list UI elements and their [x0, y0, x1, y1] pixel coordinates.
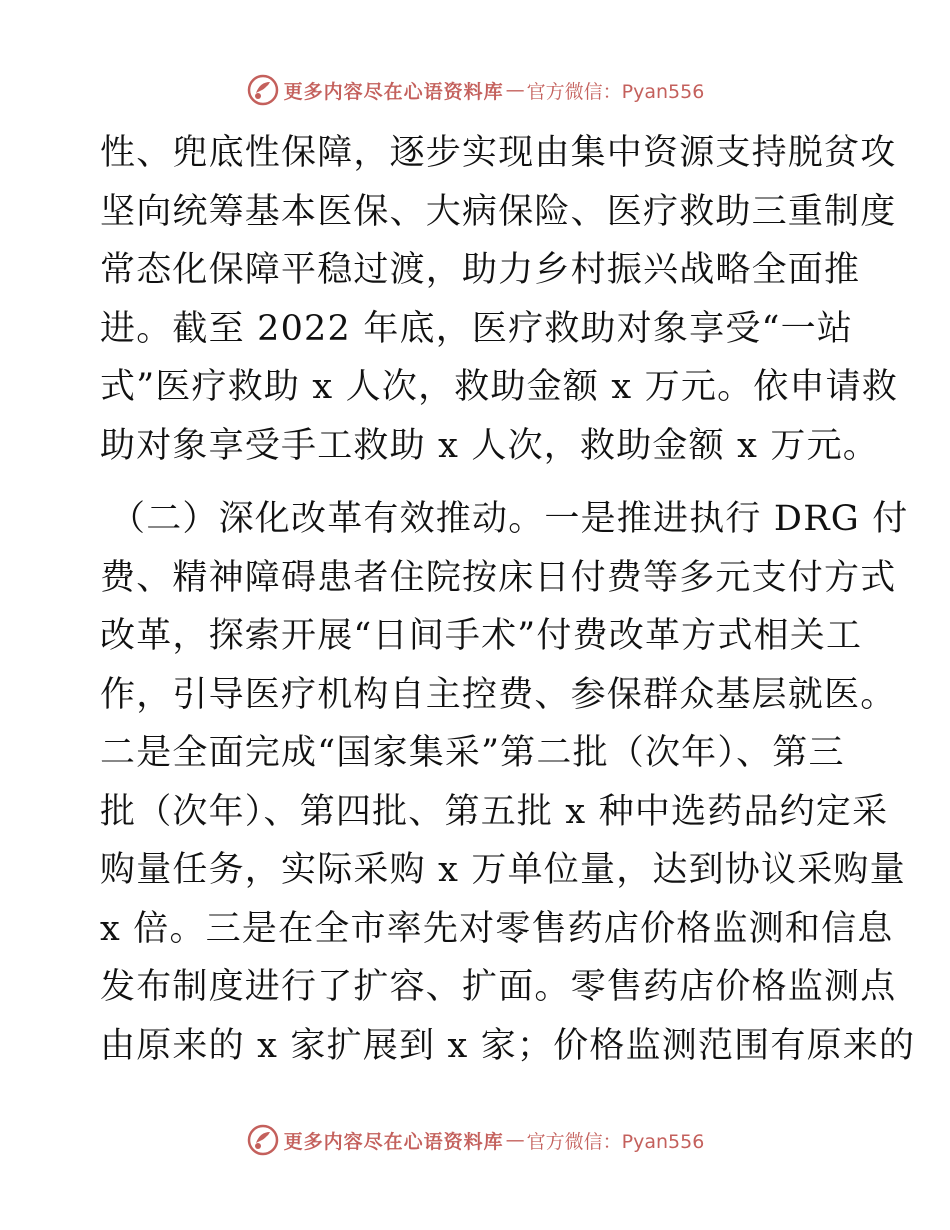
text-line: 二是全面完成“国家集采”第二批（次年）、第三 [100, 733, 845, 773]
text-line: 式”医疗救助 x 人次，救助金额 x 万元。依申请救 [100, 367, 899, 407]
text-line: 坚向统筹基本医保、大病保险、医疗救助三重制度 [100, 191, 897, 232]
text-line: 批（次年）、第四批、第五批 x 种中选药品约定采 [100, 791, 889, 832]
text-line: 作，引导医疗机构自主控费、参保群众基层就医。 [100, 674, 897, 715]
text-line: 助对象享受手工救助 x 人次，救助金额 x 万元。 [100, 425, 879, 466]
paragraph-1 [100, 124, 899, 475]
header-dash: — [505, 79, 525, 101]
header-promo-text: 更多内容尽在心语资料库 [283, 80, 504, 103]
text-line: 发布制度进行了扩容、扩面。零售药店价格监测点 [100, 967, 897, 1007]
footer-banner [0, 1120, 950, 1160]
footer-wechat-text: 官方微信：Pyan556 [526, 1130, 705, 1153]
footer-promo-text: 更多内容尽在心语资料库 [283, 1130, 504, 1153]
document-body [100, 124, 916, 1075]
section-heading-line: （二）深化改革有效推动。一是推进执行 DRG 付 [110, 499, 909, 539]
text-line: 购量任务，实际采购 x 万单位量，达到协议采购量 [100, 850, 906, 890]
text-line: 性、兜底性保障，逐步实现由集中资源支持脱贫攻 [100, 133, 897, 173]
brand-logo-icon [246, 73, 280, 107]
text-line: 改革，探索开展“日间手术”付费改革方式相关工 [100, 616, 863, 656]
brand-logo-icon [246, 1123, 280, 1157]
text-line: 费、精神障碍患者住院按床日付费等多元支付方式 [100, 557, 897, 598]
text-line: x 倍。三是在全市率先对零售药店价格监测和信息 [100, 908, 894, 949]
footer-dash: — [505, 1129, 525, 1151]
text-line: 常态化保障平稳过渡，助力乡村振兴战略全面推 [100, 250, 861, 290]
header-wechat-text: 官方微信：Pyan556 [526, 80, 705, 103]
header-banner [0, 70, 950, 110]
text-line: 进。截至 2022 年底，医疗救助对象享受“一站 [100, 308, 854, 349]
paragraph-spacer [100, 475, 860, 490]
paragraph-2 [100, 490, 916, 1075]
text-line: 由原来的 x 家扩展到 x 家；价格监测范围有原来的 [100, 1025, 916, 1066]
